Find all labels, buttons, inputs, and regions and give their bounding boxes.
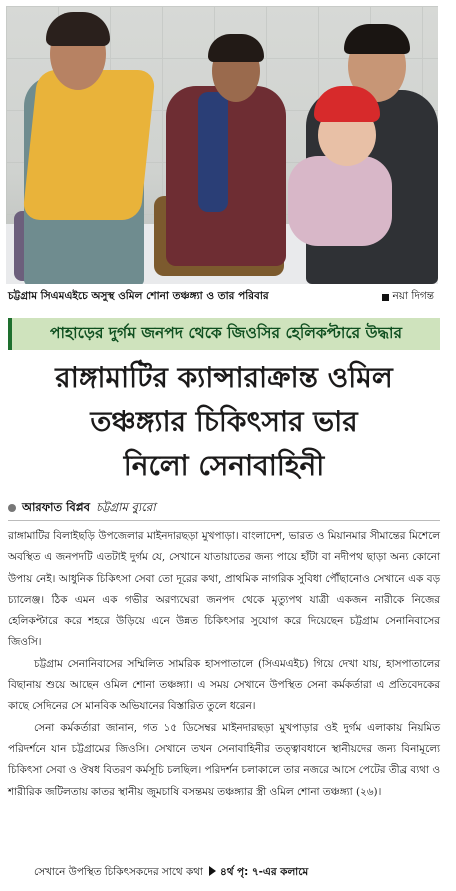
bullet-icon — [8, 504, 16, 512]
photo-figure-part — [288, 156, 392, 246]
photo-caption-row — [8, 289, 440, 307]
paragraph: চট্টগ্রাম সেনানিবাসের সম্মিলিত সামরিক হাসপাতালে (সিএমএইচ) গিয়ে দেখা যায়, হাসপাতালের বিছানায় শুয়ে আছেন ওমিল শোনা তঞ্চঙ্গ্যা। এ সময় সেখানে উপস্থিত সেনা কর্মকর্তারা এ প্রতিবেদকের কাছে সেদিনের সে মানবিক অভিযানের বিস্তারিত তুলে ধরেন। — [8, 657, 440, 713]
kicker-banner: পাহাড়ের দুর্গম জনপদ থেকে জিওসির হেলিকপ্টারে উদ্ধার — [8, 318, 440, 350]
headline-line: তঞ্চঙ্গ্যার চিকিৎসার ভার — [90, 405, 358, 438]
photo-credit — [382, 289, 434, 306]
photo-figure-part — [22, 70, 156, 220]
jump-reference[interactable]: ৪র্থ পৃ: ৭-এর কলামে — [219, 866, 309, 878]
paragraph: সেনা কর্মকর্তারা জানান, গত ১৫ ডিসেম্বর মাইনদারছড়া মুখপাড়ার ওই দুর্গম এলাকায় নিয়মিত পরিদর্শনে যান চট্টগ্রামের জিওসি। সেখানে তখন সেনাবাহিনীর তত্ত্বাবধানে স্থানীয়দের জন্য বিনামূল্যে চিকিৎসা সেবা ও ঔষধ বিতরণ কর্মসূচি চলছিল। পরিদর্শন চলাকালে তার নজরে আসে পেটের তীব্র ব্যথা ও শারীরিক জটিলতায় কাতর স্থানীয় জুমচাষি বসন্তময় তঞ্চঙ্গ্যার স্ত্রী ওমিল শোনা তঞ্চঙ্গ্যা (২৬)। — [8, 721, 440, 798]
last-line-text: সেখানে উপস্থিত চিকিৎসকদের সাথে কথা — [34, 866, 203, 878]
triangle-arrow-icon — [209, 866, 216, 876]
byline — [8, 499, 440, 517]
photo-caption: চট্টগ্রাম সিএমএইচে অসুস্থ ওমিল শোনা তঞ্চঙ্গ্যা ও তার পরিবার — [8, 290, 269, 302]
byline-bureau: চট্টগ্রাম ব্যুরো — [96, 499, 156, 514]
divider — [8, 520, 440, 521]
square-bullet-icon — [382, 294, 389, 301]
article-body — [8, 526, 440, 803]
photo-credit-text: নয়া দিগন্ত — [392, 290, 434, 302]
byline-author: আরফাত বিপ্লব — [22, 499, 91, 514]
news-photo — [6, 6, 438, 284]
photo-figure-part — [208, 34, 264, 62]
headline-line: নিলো সেনাবাহিনী — [123, 449, 325, 482]
photo-figure-part — [198, 92, 228, 212]
headline — [8, 356, 440, 488]
photo-figure-part — [344, 24, 410, 54]
headline-line: রাঙ্গামাটির ক্যান্সারাক্রান্ত ওমিল — [55, 361, 393, 394]
continuation-line — [8, 862, 440, 883]
paragraph: রাঙ্গামাটির বিলাইছড়ি উপজেলার মাইনদারছড়া মুখপাড়া। বাংলাদেশ, ভারত ও মিয়ানমার সীমান্তের মিশেলে অবস্থিত এ জনপদটি এতটাই দুর্গম যে, সেখানে যাতায়াতের জন্য পায়ে হাঁটা বা নদীপথ ছাড়া অন্য কোনো উপায় নেই। আধুনিক চিকিৎসা সেবা তো দূরের কথা, প্রাথমিক নাগরিক সুবিধা পৌঁছানোও সেখানে এক বড় চ্যালেঞ্জ। ঠিক এমন এক গভীর অরণ্যঘেরা জনপদ থেকে মৃত্যুপথ যাত্রী একজন নারীকে নিজের হেলিকপ্টারে করে শহরে উড়িয়ে এনে উন্নত চিকিৎসার সুযোগ করে দিয়েছেন চট্টগ্রাম সেনানিবাসের জিওসি। — [8, 530, 440, 649]
